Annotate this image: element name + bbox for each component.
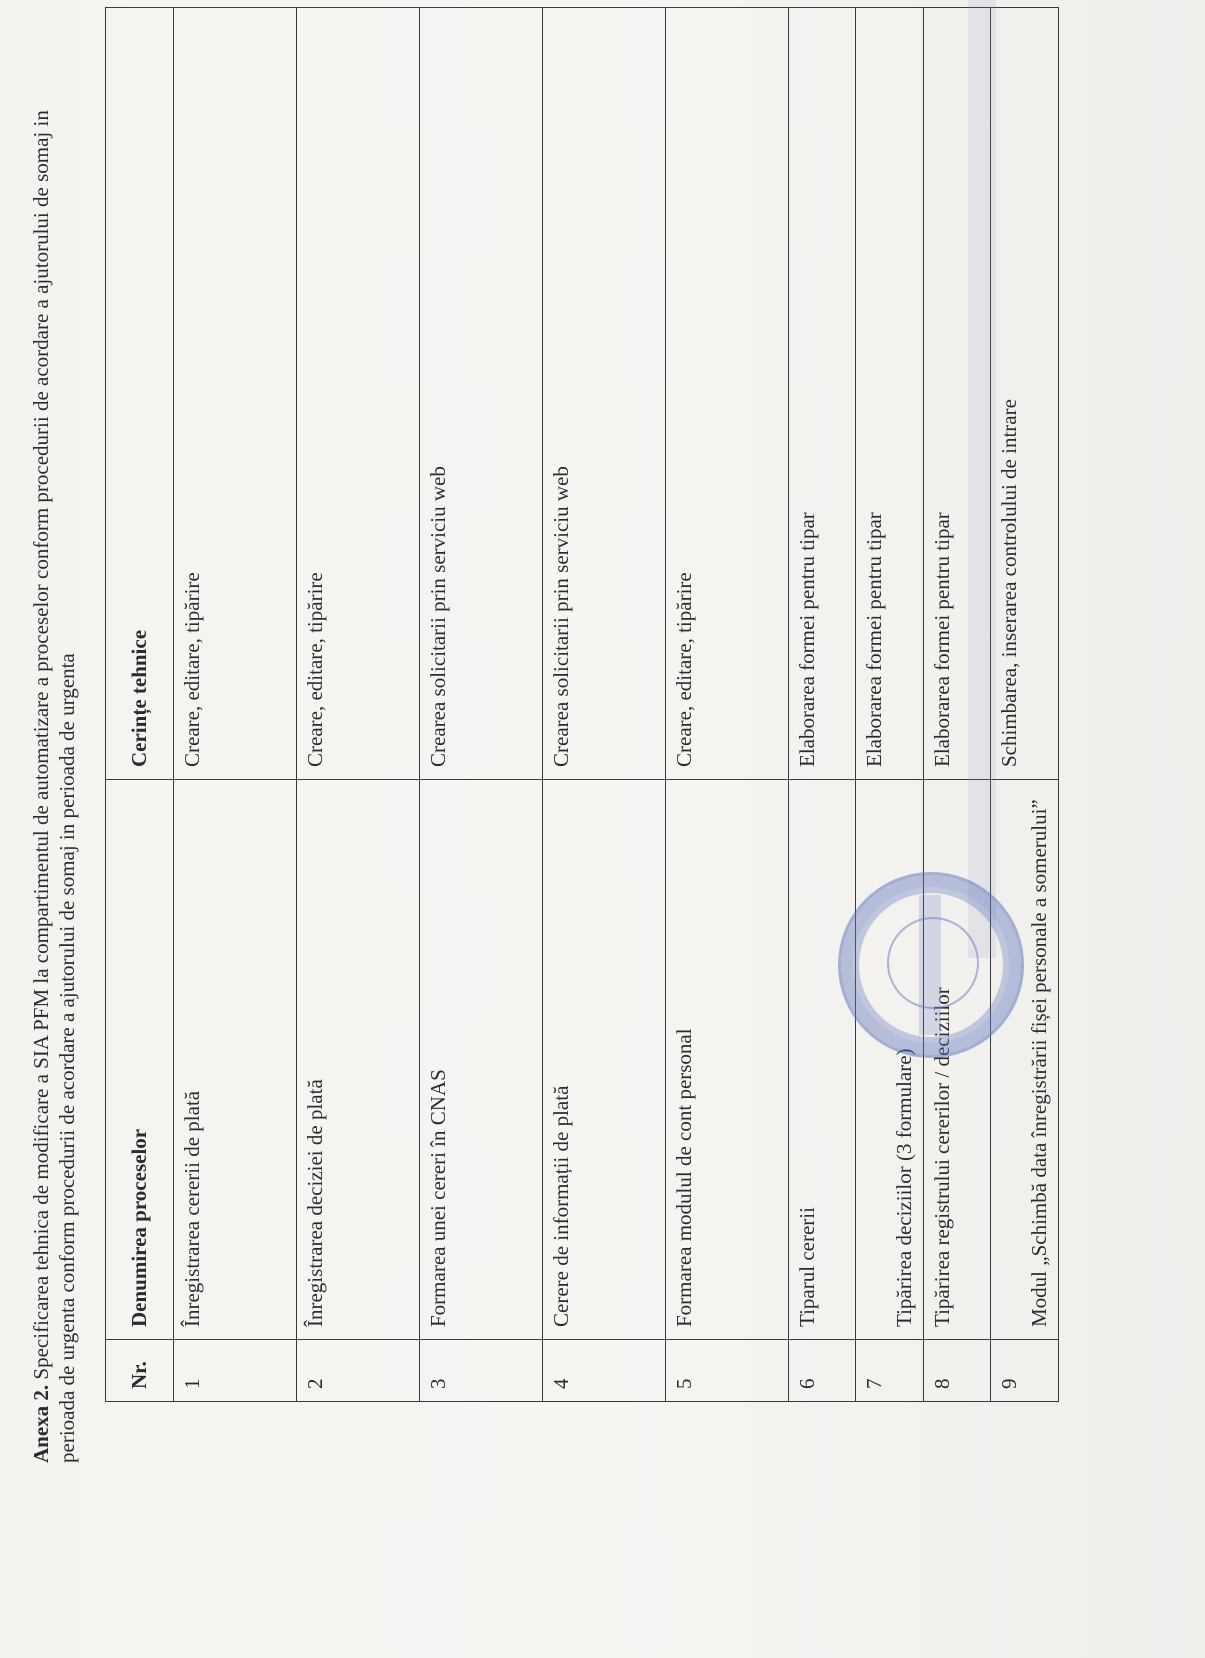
header-process-name: Denumirea proceselor: [106, 780, 174, 1340]
row-number: 3: [419, 1340, 542, 1402]
process-name: Înregistrarea cererii de plată: [173, 780, 296, 1340]
row-number: 6: [788, 1340, 856, 1402]
technical-requirement: Elaborarea formei pentru tipar: [923, 8, 991, 780]
table-row: [665, 8, 788, 1402]
technical-requirement: Creare, editare, tipărire: [173, 8, 296, 780]
annex-caption: [28, 43, 80, 1463]
table-row: [419, 8, 542, 1402]
table-row: [542, 8, 665, 1402]
technical-requirement: Creare, editare, tipărire: [296, 8, 419, 780]
row-number: 1: [173, 1340, 296, 1402]
technical-requirement: Schimbarea, inserarea controlului de intrare: [991, 8, 1059, 780]
technical-requirement: Crearea solicitarii prin serviciu web: [419, 8, 542, 780]
process-name: Cerere de informații de plată: [542, 780, 665, 1340]
specification-table: [105, 7, 1059, 1402]
process-name: Tipărirea registrului cererilor / deciziilor: [923, 780, 991, 1340]
technical-requirement: Creare, editare, tipărire: [665, 8, 788, 780]
row-number: 8: [923, 1340, 991, 1402]
row-number: 4: [542, 1340, 665, 1402]
table-row: [991, 8, 1059, 1402]
table-row: [173, 8, 296, 1402]
technical-requirement: Crearea solicitarii prin serviciu web: [542, 8, 665, 780]
technical-requirement: Elaborarea formei pentru tipar: [856, 8, 924, 780]
process-name: Înregistrarea deciziei de plată: [296, 780, 419, 1340]
table-row: [788, 8, 856, 1402]
process-name: Tiparul cererii: [788, 780, 856, 1340]
row-number: 5: [665, 1340, 788, 1402]
row-number: 2: [296, 1340, 419, 1402]
annex-label: Anexa 2.: [29, 1384, 53, 1463]
technical-requirement: Elaborarea formei pentru tipar: [788, 8, 856, 780]
process-name: Modul „Schimbă data înregistrării fișei personale a somerului”: [991, 780, 1059, 1340]
row-number: 7: [856, 1340, 924, 1402]
table-row: [296, 8, 419, 1402]
header-nr: Nr.: [106, 1340, 174, 1402]
header-technical-requirements: Cerințe tehnice: [106, 8, 174, 780]
row-number: 9: [991, 1340, 1059, 1402]
annex-title: Specificarea tehnica de modificare a SIA PFM la compartimentul de automatizare a proceselor conform procedurii de acordare a ajutorului de somaj in perioada de urgenta conform procedurii de acordare a ajutorului de somaj in perioada de urgenta: [29, 110, 79, 1463]
table-row: [923, 8, 991, 1402]
process-name: Tipărirea deciziilor (3 formulare): [856, 780, 924, 1340]
table-row: [856, 8, 924, 1402]
table-header-row: [106, 8, 174, 1402]
process-name: Formarea modulul de cont personal: [665, 780, 788, 1340]
process-name: Formarea unei cereri în CNAS: [419, 780, 542, 1340]
